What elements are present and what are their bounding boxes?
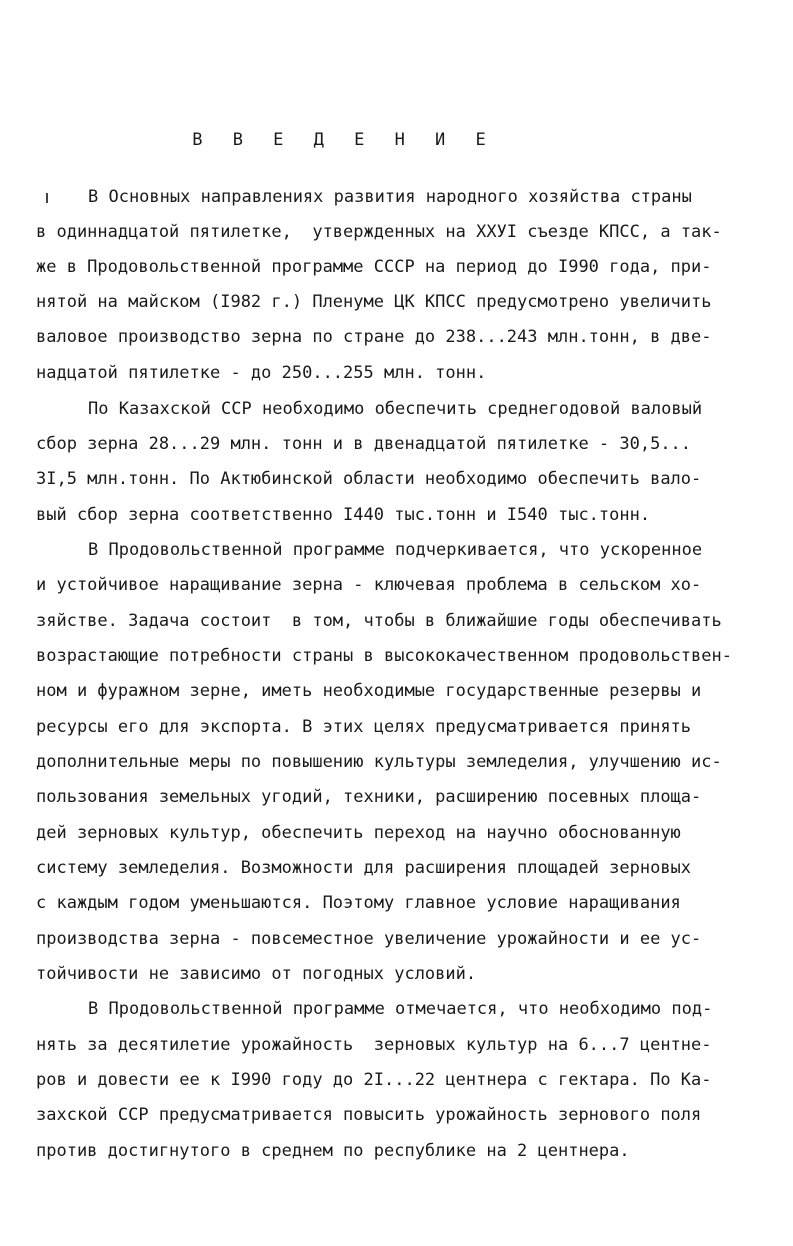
text-line: По Казахской ССР необходимо обеспечить среднегодовой валовый — [88, 399, 703, 419]
text-line: в одиннадцатой пятилетке, утвержденных на XXУI съезде КПСС, а так- — [36, 222, 722, 242]
text-line: ном и фуражном зерне, иметь необходимые государственные резервы и — [36, 681, 702, 701]
page-title: В В Е Д Е Н И Е — [192, 130, 496, 150]
text-line: тойчивости не зависимо от погодных условий. — [36, 964, 477, 984]
text-line: пользования земельных угодий, техники, расширению посевных площа- — [36, 787, 702, 807]
text-line: В Продовольственной программе отмечается, что необходимо под- — [88, 999, 713, 1019]
text-line: вый сбор зерна соответственно I440 тыс.тонн и I540 тыс.тонн. — [36, 505, 651, 525]
text-line: надцатой пятилетке - до 250...255 млн. тонн. — [36, 363, 487, 383]
text-line: дополнительные меры по повышению культуры земледелия, улучшению ис- — [36, 752, 722, 772]
text-line: систему земледелия. Возможности для расширения площадей зерновых — [36, 858, 692, 878]
text-line: против достигнутого в среднем по республике на 2 центнера. — [36, 1141, 630, 1161]
margin-mark — [46, 193, 48, 203]
text-line: захской ССР предусматривается повысить урожайность зернового поля — [36, 1105, 702, 1125]
text-line: зяйстве. Задача состоит в том, чтобы в ближайшие годы обеспечивать — [36, 611, 722, 631]
text-line: же в Продовольственной программе СССР на период до I990 года, при- — [36, 257, 712, 277]
text-line: возрастающие потребности страны в высококачественном продовольствен- — [36, 646, 732, 666]
text-line: ресурсы его для экспорта. В этих целях предусматривается принять — [36, 717, 692, 737]
text-line: 3I,5 млн.тонн. По Актюбинской области необходимо обеспечить вало- — [36, 469, 702, 489]
text-line: В Продовольственной программе подчеркивается, что ускоренное — [88, 540, 703, 560]
text-line: В Основных направлениях развития народного хозяйства страны — [88, 187, 692, 207]
text-line: производства зерна - повсеместное увеличение урожайности и ее ус- — [36, 929, 702, 949]
text-line: нятой на майском (I982 г.) Пленуме ЦК КПСС предусмотрено увеличить — [36, 292, 712, 312]
text-line: и устойчивое наращивание зерна - ключевая проблема в сельском хо- — [36, 575, 702, 595]
text-line: ров и довести ее к I990 году до 2I...22 центнера с гектара. По Ка- — [36, 1070, 712, 1090]
text-line: сбор зерна 28...29 млн. тонн и в двенадцатой пятилетке - 30,5... — [36, 434, 692, 454]
text-line: валовое производство зерна по стране до 238...243 млн.тонн, в две- — [36, 327, 712, 347]
text-line: нять за десятилетие урожайность зерновых культур на 6...7 центне- — [36, 1035, 712, 1055]
text-line: дей зерновых культур, обеспечить переход на научно обоснованную — [36, 823, 681, 843]
text-line: с каждым годом уменьшаются. Поэтому главное условие наращивания — [36, 893, 681, 913]
